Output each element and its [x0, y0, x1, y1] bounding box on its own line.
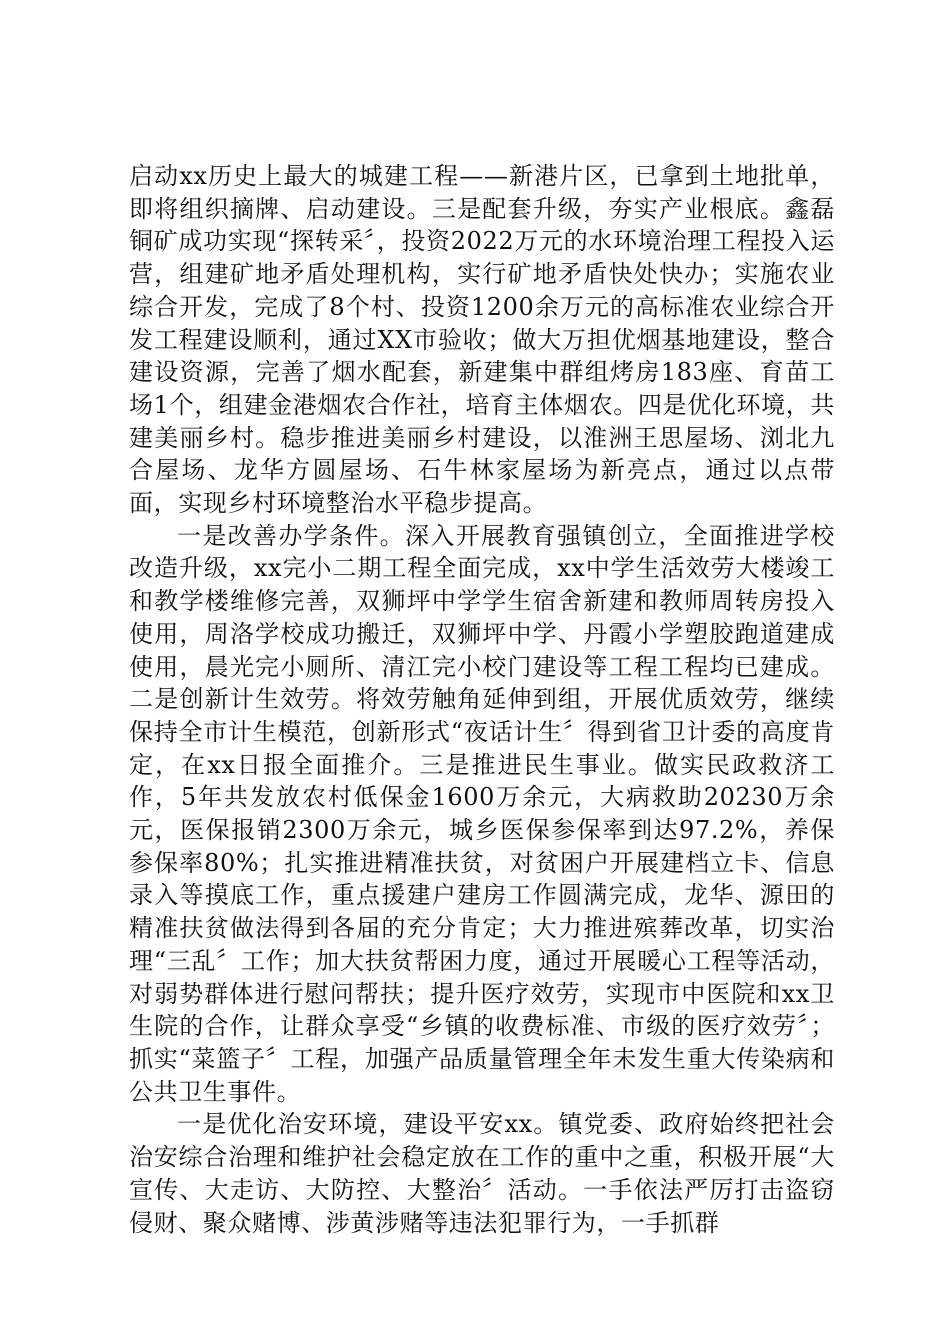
- paragraph-2: 一是改善办学条件。深入开展教育强镇创立，全面推进学校改造升级，xx完小二期工程全面完成，xx中学生活效劳大楼竣工和教学楼维修完善，双狮坪中学学生宿舍新建和教师周转房投入使用，周洛学校成功搬迁，双狮坪中学、丹霞小学塑胶跑道建成使用，晨光完小厕所、清江完小校门建设等工程工程均已建成。二是创新计生效劳。将效劳触角延伸到组，开展优质效劳，继续保持全市计生模范，创新形式“夜话计生〞得到省卫计委的高度肯定，在xx日报全面推介。三是推进民生事业。做实民政救济工作，5年共发放农村低保金1600万余元，大病救助20230万余元，医保报销2300万余元，城乡医保参保率到达97.2%，养保参保率80%；扎实推进精准扶贫，对贫困户开展建档立卡、信息录入等摸底工作，重点援建户建房工作圆满完成，龙华、源田的精准扶贫做法得到各届的充分肯定；大力推进殡葬改革，切实治理“三乱〞工作；加大扶贫帮困力度，通过开展暖心工程等活动，对弱势群体进行慰问帮扶；提升医疗效劳，实现市中医院和xx卫生院的合作，让群众享受“乡镇的收费标准、市级的医疗效劳〞；抓实“菜篮子〞工程，加强产品质量管理全年未发生重大传染病和公共卫生事件。: [129, 521, 835, 1106]
- paragraph-1: 启动xx历史上最大的城建工程——新港片区，已拿到土地批单，即将组织摘牌、启动建设。三是配套升级，夯实产业根底。鑫磊铜矿成功实现“探转采〞，投资2022万元的水环境治理工程投入运营，组建矿地矛盾处理机构，实行矿地矛盾快处快办；实施农业综合开发，完成了8个村、投资1200余万元的高标准农业综合开发工程建设顺利，通过XX市验收；做大万担优烟基地建设，整合建设资源，完善了烟水配套，新建集中群组烤房183座、育苗工场1个，组建金港烟农合作社，培育主体烟农。四是优化环境，共建美丽乡村。稳步推进美丽乡村建设，以淮洲王思屋场、浏北九合屋场、龙华方圆屋场、石牛林家屋场为新亮点，通过以点带面，实现乡村环境整治水平稳步提高。: [129, 162, 835, 518]
- document-page: [129, 160, 835, 1239]
- paragraph-3: 一是优化治安环境，建设平安xx。镇党委、政府始终把社会治安综合治理和维护社会稳定放在工作的重中之重，积极开展“大宣传、大走访、大防控、大整治〞活动。一手依法严厉打击盗窃侵财、聚众赌博、涉黄涉赌等违法犯罪行为，一手抓群: [129, 1110, 835, 1237]
